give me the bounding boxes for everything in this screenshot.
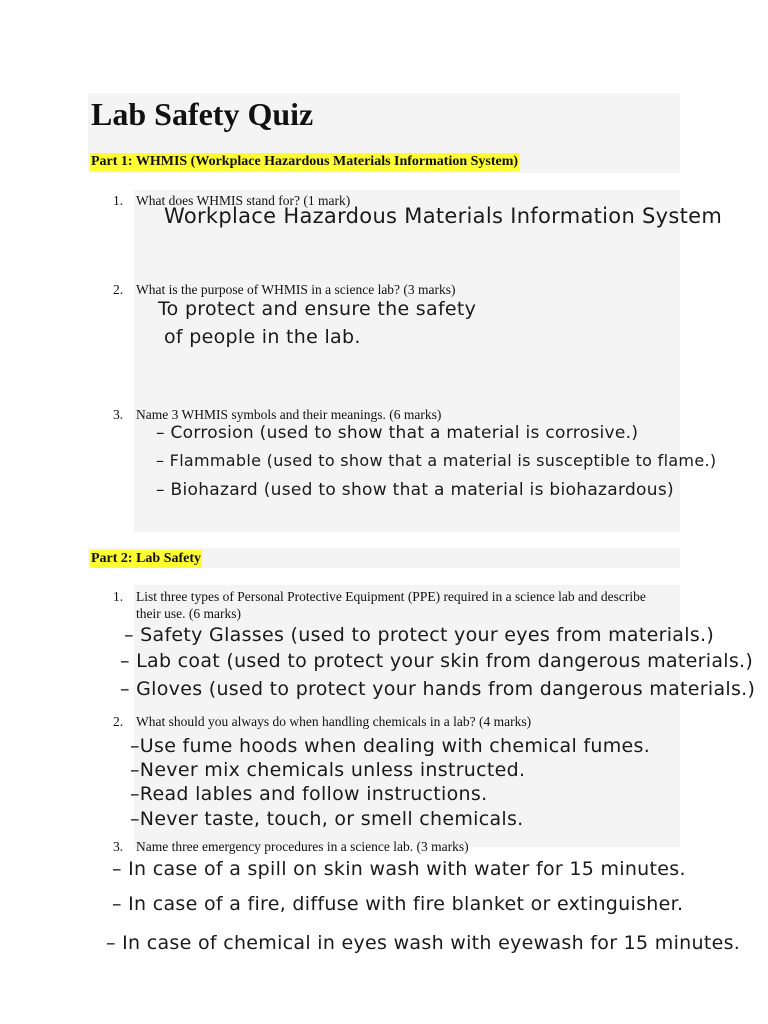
handwritten-answer: Workplace Hazardous Materials Information System — [164, 204, 723, 228]
handwritten-answer: –Read lables and follow instructions. — [130, 783, 488, 805]
handwritten-answer: – In case of a fire, diffuse with fire blanket or extinguisher. — [112, 893, 684, 915]
page-title: Lab Safety Quiz — [91, 96, 314, 132]
handwritten-answer: To protect and ensure the safety — [158, 298, 477, 320]
question-number: 1. — [113, 193, 124, 208]
handwritten-answer: –Never mix chemicals unless instructed. — [130, 759, 526, 781]
question-text: Name 3 WHMIS symbols and their meanings. (6 marks) — [136, 407, 442, 422]
handwritten-answer: – Corrosion (used to show that a material is corrosive.) — [156, 423, 639, 443]
handwritten-answer: – In case of chemical in eyes wash with eyewash for 15 minutes. — [106, 932, 741, 954]
handwritten-answer: – Lab coat (used to protect your skin from dangerous materials.) — [120, 650, 754, 672]
handwritten-answer: – Biohazard (used to show that a material is biohazardous) — [156, 480, 674, 500]
question-text: What does WHMIS stand for? (1 mark) — [136, 193, 351, 208]
question-number: 2. — [113, 714, 124, 729]
question-text: Name three emergency procedures in a science lab. (3 marks) — [136, 839, 469, 854]
question-text: List three types of Personal Protective Equipment (PPE) required in a science lab and describe their use. (6 marks) — [136, 589, 646, 621]
question-text: What is the purpose of WHMIS in a science lab? (3 marks) — [136, 282, 456, 297]
handwritten-answer: –Never taste, touch, or smell chemicals. — [130, 808, 524, 830]
handwritten-answer: – Gloves (used to protect your hands from dangerous materials.) — [120, 678, 756, 700]
question-text: What should you always do when handling chemicals in a lab? (4 marks) — [136, 714, 532, 729]
handwritten-answer: of people in the lab. — [164, 326, 361, 348]
part2-heading: Part 2: Lab Safety — [91, 551, 202, 566]
question-number: 3. — [113, 407, 124, 422]
question-number: 2. — [113, 282, 124, 297]
handwritten-answer: – Flammable (used to show that a material is susceptible to flame.) — [156, 451, 717, 470]
handwritten-answer: – Safety Glasses (used to protect your eyes from materials.) — [124, 624, 715, 646]
handwritten-answer: – In case of a spill on skin wash with water for 15 minutes. — [112, 858, 686, 880]
question-number: 3. — [113, 839, 124, 854]
question-number: 1. — [113, 589, 124, 604]
handwritten-answer: –Use fume hoods when dealing with chemical fumes. — [130, 735, 651, 757]
part1-heading: Part 1: WHMIS (Workplace Hazardous Materials Information System) — [91, 154, 519, 169]
